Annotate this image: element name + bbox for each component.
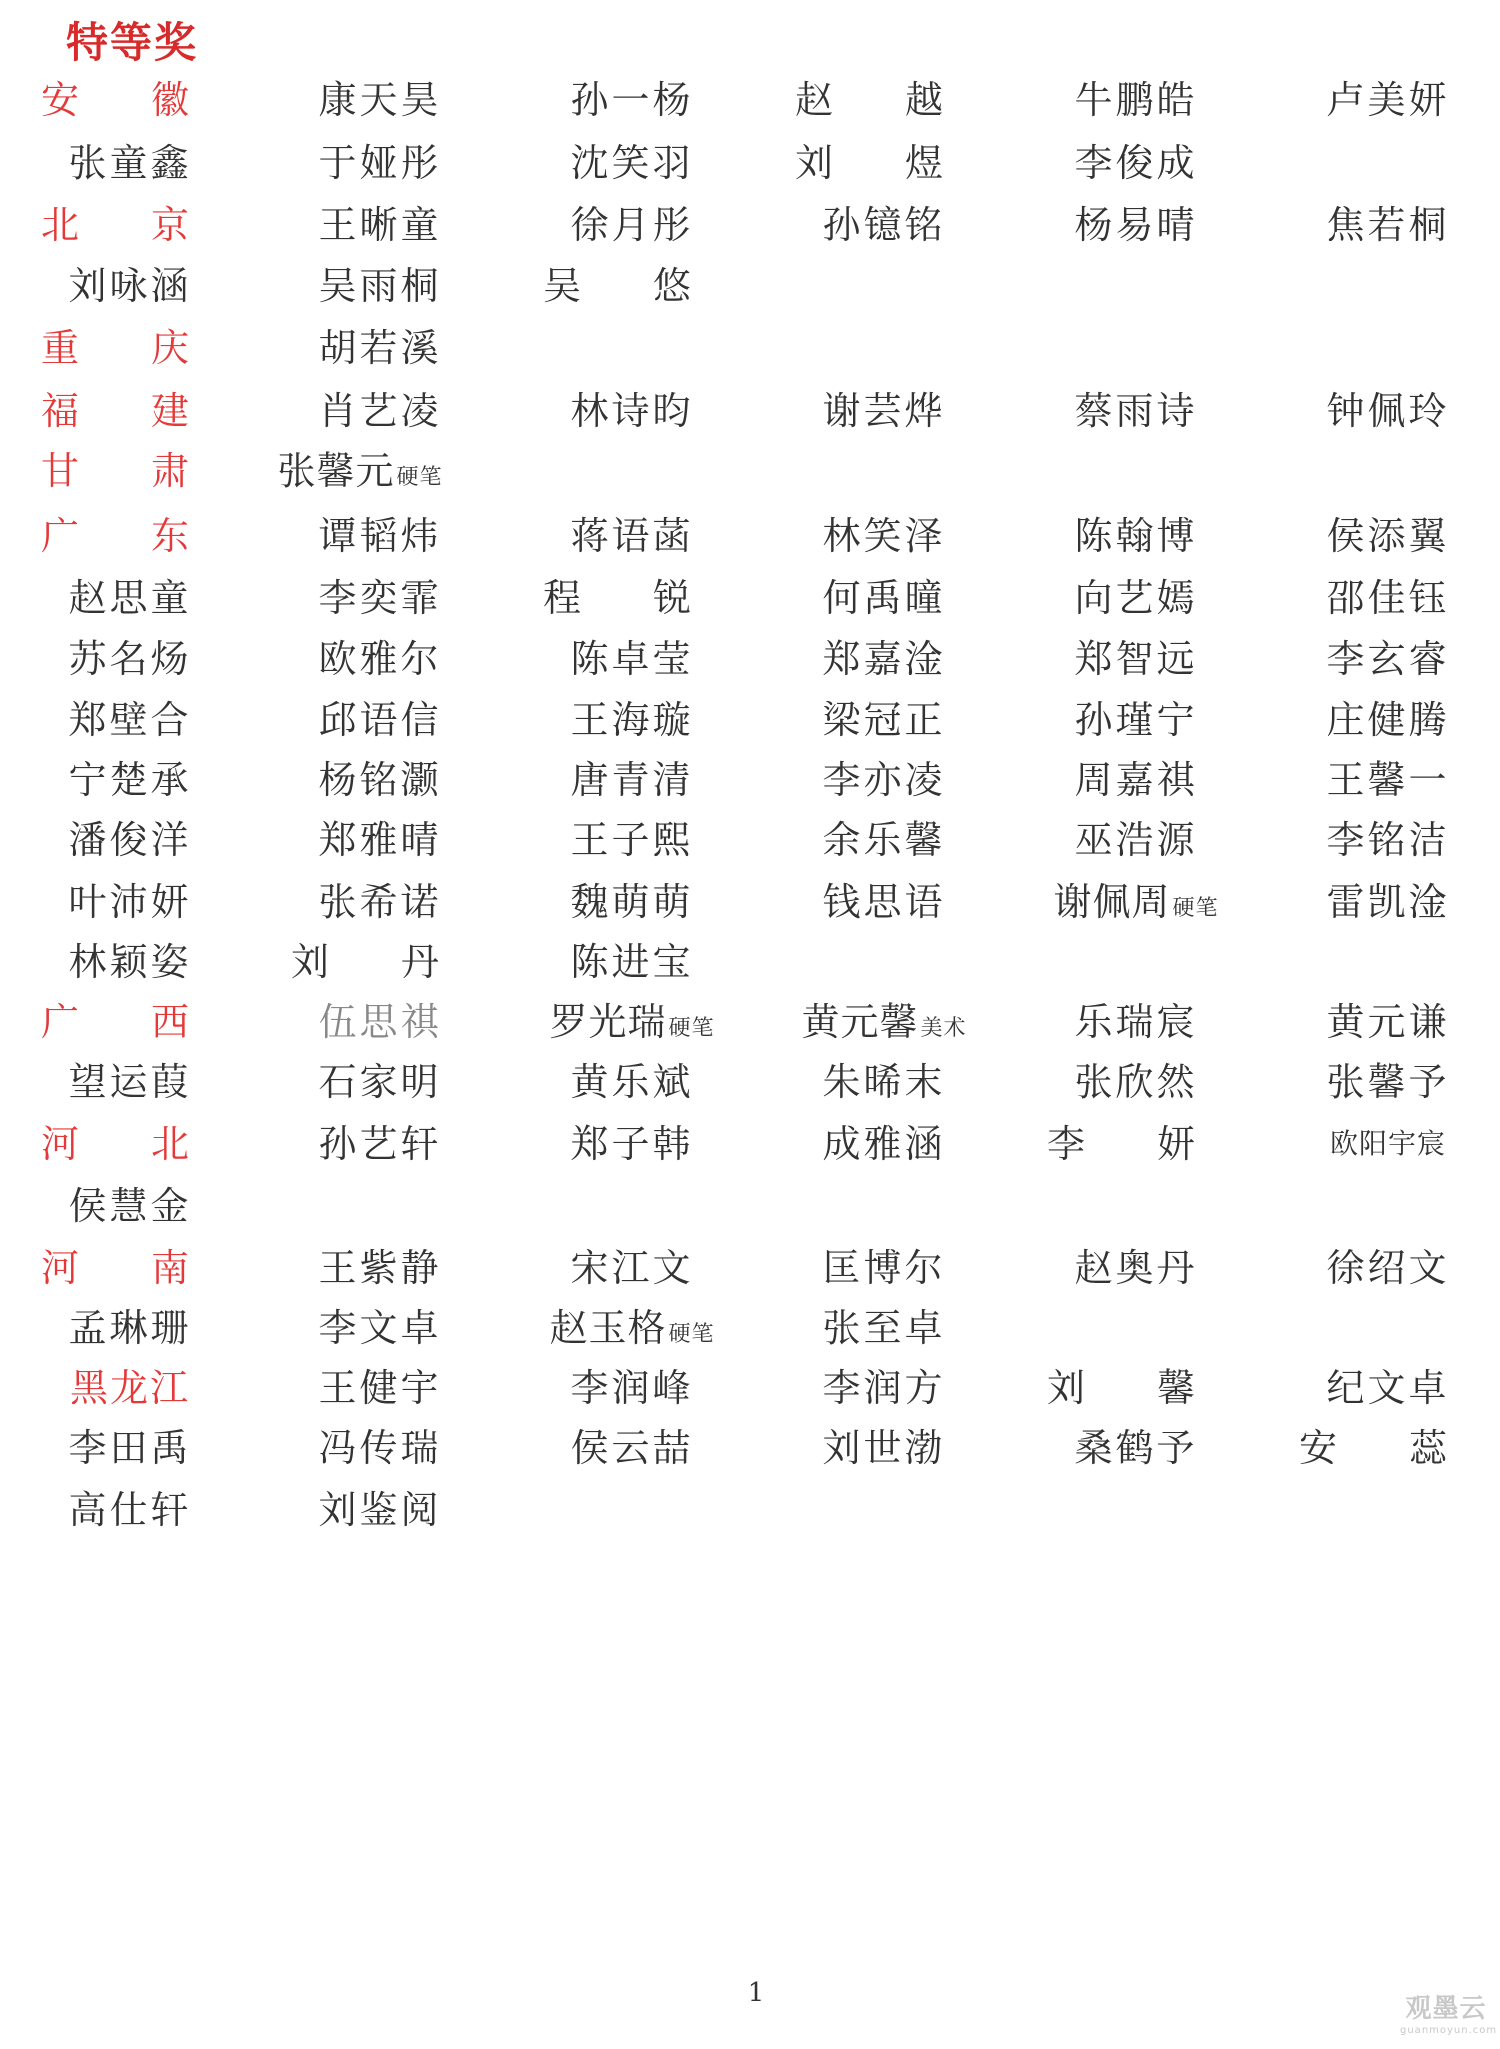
name-row [0, 441, 1500, 511]
student-name [10, 1418, 250, 1478]
student-name [10, 750, 250, 810]
student-name-text: 李奕霏 [318, 576, 442, 620]
student-name-text: 钟佩玲 [1326, 389, 1450, 433]
category-tag: 硬笔 [668, 1322, 715, 1347]
category-tag: 硬笔 [1172, 896, 1219, 921]
student-name [1016, 629, 1256, 689]
student-name [260, 1418, 500, 1478]
student-name [1016, 992, 1256, 1052]
student-name-text: 梁冠正 [822, 698, 946, 742]
student-name-text: 康天昊 [318, 78, 442, 122]
student-name-text: 宁楚承 [68, 758, 192, 802]
student-name-text: 李玄睿 [1326, 637, 1450, 681]
student-name [260, 629, 500, 689]
student-name-text: 巫浩源 [1074, 818, 1198, 862]
name-row [0, 195, 1500, 265]
student-name-text: 林笑泽 [822, 514, 946, 558]
student-name [260, 750, 500, 810]
student-name [1268, 690, 1500, 750]
student-name-text: 刘世渤 [822, 1426, 946, 1470]
name-row [0, 1418, 1500, 1488]
student-name [512, 1418, 752, 1478]
student-name-text: 徐绍文 [1326, 1246, 1450, 1290]
student-name-text: 伍思祺 [318, 1000, 442, 1044]
category-tag: 硬笔 [668, 1016, 715, 1041]
student-name-text: 李 妍 [1046, 1122, 1226, 1166]
student-name-text: 刘咏涵 [68, 264, 192, 308]
student-name-text: 王子熙 [570, 818, 694, 862]
province-label [10, 441, 250, 501]
student-name-text: 陈进宝 [570, 940, 694, 984]
student-name-text: 侯添翼 [1326, 514, 1450, 558]
province-text: 广 西 [40, 1000, 220, 1044]
name-row [0, 1052, 1500, 1122]
student-name [260, 256, 500, 316]
student-name-text: 张欣然 [1074, 1060, 1198, 1104]
province-label [10, 381, 250, 441]
student-name-text: 陈卓莹 [570, 637, 694, 681]
student-name [1268, 1052, 1500, 1112]
student-name-text: 李田禹 [68, 1426, 192, 1470]
student-name-text: 黄元谦 [1326, 1000, 1450, 1044]
student-name [1268, 381, 1500, 441]
student-name-text: 林颖姿 [68, 940, 192, 984]
province-label [10, 1238, 250, 1298]
student-name [1268, 506, 1500, 566]
student-name [10, 872, 250, 932]
student-name-text: 邵佳钰 [1326, 576, 1450, 620]
province-label [10, 1114, 250, 1174]
student-name [1268, 568, 1500, 628]
province-label [10, 1358, 250, 1418]
student-name-text: 赵奥丹 [1074, 1246, 1198, 1290]
student-name-text: 成雅涵 [822, 1122, 946, 1166]
student-name-text: 程 锐 [542, 576, 722, 620]
student-name [1268, 195, 1500, 255]
student-name [260, 133, 500, 193]
province-label [10, 318, 250, 378]
student-name-text: 宋江文 [570, 1246, 694, 1290]
student-name-text: 望运葭 [68, 1060, 192, 1104]
student-name-text: 郑壁合 [68, 698, 192, 742]
student-name-text: 焦若桐 [1326, 203, 1450, 247]
student-name [1268, 750, 1500, 810]
student-name-text: 庄健腾 [1326, 698, 1450, 742]
student-name [260, 872, 500, 932]
student-name-text: 王馨一 [1326, 758, 1450, 802]
student-name [10, 1052, 250, 1112]
student-name [1268, 872, 1500, 932]
watermark [1400, 1994, 1498, 2042]
province-text: 安 徽 [40, 78, 220, 122]
student-name [10, 629, 250, 689]
student-name-text: 孙一杨 [570, 78, 694, 122]
student-name-text: 匡博尔 [822, 1246, 946, 1290]
student-name-text: 孟琳珊 [68, 1306, 192, 1350]
name-row [0, 70, 1500, 140]
student-name [512, 133, 752, 193]
student-name [260, 506, 500, 566]
student-name [512, 195, 752, 255]
student-name-text: 李文卓 [318, 1306, 442, 1350]
student-name-text: 唐青清 [570, 758, 694, 802]
student-name-text: 侯云喆 [570, 1426, 694, 1470]
student-name-text: 钱思语 [822, 880, 946, 924]
student-name [260, 318, 500, 378]
student-name [1016, 690, 1256, 750]
student-name-text: 刘鉴阅 [318, 1488, 442, 1532]
student-name [260, 810, 500, 870]
student-name [512, 629, 752, 689]
name-row [0, 318, 1500, 388]
student-name-text: 周嘉祺 [1074, 758, 1198, 802]
student-name-text: 张希诺 [318, 880, 442, 924]
student-name [1016, 568, 1256, 628]
student-name-text: 李俊成 [1074, 141, 1198, 185]
student-name-text: 刘 丹 [290, 940, 470, 984]
student-name-text: 安 蕊 [1298, 1426, 1478, 1470]
watermark-subtext: guanmoyun.com [1400, 2025, 1498, 2036]
student-name-text: 张童鑫 [68, 141, 192, 185]
name-row [0, 568, 1500, 638]
student-name [1016, 506, 1256, 566]
name-row [0, 1176, 1500, 1246]
student-name-text: 王紫静 [318, 1246, 442, 1290]
student-name [1268, 1238, 1500, 1298]
province-text: 福 建 [40, 389, 220, 433]
student-name-text: 张馨元 [277, 449, 395, 493]
student-name [10, 1298, 250, 1358]
award-heading: 特等奖 [66, 18, 199, 67]
student-name-text: 郑子韩 [570, 1122, 694, 1166]
student-name [260, 1238, 500, 1298]
student-name-text: 黄乐斌 [570, 1060, 694, 1104]
name-row [0, 629, 1500, 699]
student-name [764, 133, 1004, 193]
student-name-text: 潘俊洋 [68, 818, 192, 862]
student-name-text: 李铭洁 [1326, 818, 1450, 862]
student-name [1016, 750, 1256, 810]
page-number: 1 [747, 1978, 765, 2008]
student-name [1268, 629, 1500, 689]
student-name [260, 568, 500, 628]
student-name-text: 徐月彤 [570, 203, 694, 247]
student-name-text: 孙艺轩 [318, 1122, 442, 1166]
student-name [764, 70, 1004, 130]
student-name [764, 1418, 1004, 1478]
student-name [1016, 872, 1256, 939]
student-name-text: 郑智远 [1074, 637, 1198, 681]
student-name [512, 1298, 752, 1365]
student-name-text: 李润峰 [570, 1366, 694, 1410]
student-name-text: 王晰童 [318, 203, 442, 247]
student-name-text: 赵 越 [794, 78, 974, 122]
student-name [260, 1358, 500, 1418]
name-row [0, 810, 1500, 880]
student-name [764, 1052, 1004, 1112]
student-name [1016, 195, 1256, 255]
student-name-text: 卢美妍 [1326, 78, 1450, 122]
student-name [260, 992, 500, 1052]
student-name [512, 810, 752, 870]
student-name [260, 690, 500, 750]
province-label [10, 992, 250, 1052]
student-name-text: 石家明 [318, 1060, 442, 1104]
student-name-text: 刘 馨 [1046, 1366, 1226, 1410]
name-row [0, 256, 1500, 326]
student-name [10, 810, 250, 870]
student-name [512, 992, 752, 1059]
student-name-text: 王健宇 [318, 1366, 442, 1410]
student-name-text: 吴雨桐 [318, 264, 442, 308]
student-name [10, 932, 250, 992]
name-row [0, 1480, 1500, 1550]
student-name-text: 谭韬炜 [318, 514, 442, 558]
province-text: 北 京 [40, 203, 220, 247]
student-name-text: 侯慧金 [68, 1184, 192, 1228]
student-name-text: 张至卓 [822, 1306, 946, 1350]
student-name [764, 506, 1004, 566]
student-name-text: 王海璇 [570, 698, 694, 742]
student-name [240, 441, 480, 508]
student-name [764, 992, 1004, 1059]
student-name [512, 872, 752, 932]
student-name-text: 罗光瑞 [549, 1000, 667, 1044]
province-label [10, 506, 250, 566]
student-name [10, 1480, 250, 1540]
student-name [512, 1114, 752, 1174]
student-name-text: 张馨予 [1326, 1060, 1450, 1104]
student-name [764, 381, 1004, 441]
student-name [1016, 70, 1256, 130]
student-name [764, 750, 1004, 810]
student-name-text: 欧阳宇宸 [1329, 1127, 1446, 1160]
student-name [764, 629, 1004, 689]
student-name [1016, 1418, 1256, 1478]
student-name-text: 李亦凌 [822, 758, 946, 802]
student-name [764, 568, 1004, 628]
student-name-text: 郑雅晴 [318, 818, 442, 862]
category-tag: 硬笔 [396, 465, 443, 490]
name-row [0, 1114, 1500, 1184]
student-name-text: 何禹曈 [822, 576, 946, 620]
student-name [512, 750, 752, 810]
student-name [512, 506, 752, 566]
student-name [260, 1114, 500, 1174]
student-name-text: 于娅彤 [318, 141, 442, 185]
student-name-text: 刘 煜 [794, 141, 974, 185]
student-name-text: 蒋语菡 [570, 514, 694, 558]
student-name [10, 133, 250, 193]
student-name [1268, 1358, 1500, 1418]
student-name [512, 1358, 752, 1418]
student-name-text: 魏萌萌 [570, 880, 694, 924]
student-name-text: 林诗昀 [570, 389, 694, 433]
student-name [1016, 133, 1256, 193]
student-name-text: 冯传瑞 [318, 1426, 442, 1470]
student-name-text: 赵思童 [68, 576, 192, 620]
student-name [512, 70, 752, 130]
student-name [1016, 1052, 1256, 1112]
student-name-text: 叶沛妍 [68, 880, 192, 924]
student-name [764, 810, 1004, 870]
name-row [0, 133, 1500, 203]
province-label [10, 70, 250, 130]
student-name-text: 乐瑞宸 [1074, 1000, 1198, 1044]
student-name [260, 195, 500, 255]
student-name [10, 256, 250, 316]
student-name-text: 吴 悠 [542, 264, 722, 308]
student-name [764, 872, 1004, 932]
student-name [512, 1238, 752, 1298]
student-name [512, 568, 752, 628]
student-name [1268, 810, 1500, 870]
student-name-text: 纪文卓 [1326, 1366, 1450, 1410]
watermark-text: 观墨云 [1405, 1994, 1487, 2024]
student-name-text: 桑鹤予 [1074, 1426, 1198, 1470]
student-name [10, 568, 250, 628]
student-name-text: 谢佩周 [1053, 880, 1171, 924]
student-name-text: 沈笑羽 [570, 141, 694, 185]
province-label [10, 195, 250, 255]
student-name [10, 1176, 250, 1236]
student-name-text: 雷凯淦 [1326, 880, 1450, 924]
student-name [260, 1480, 500, 1540]
student-name-text: 向艺嫣 [1074, 576, 1198, 620]
student-name-text: 胡若溪 [318, 326, 442, 370]
student-name [512, 932, 752, 992]
student-name-text: 谢芸烨 [822, 389, 946, 433]
student-name [1268, 1114, 1500, 1174]
student-name-text: 蔡雨诗 [1074, 389, 1198, 433]
student-name-text: 朱晞末 [822, 1060, 946, 1104]
province-text: 黑龙江 [69, 1366, 190, 1410]
student-name-text: 孙镱铭 [822, 203, 946, 247]
province-text: 河 南 [40, 1246, 220, 1290]
student-name [1016, 381, 1256, 441]
student-name [1268, 70, 1500, 130]
province-text: 河 北 [40, 1122, 220, 1166]
student-name [1268, 992, 1500, 1052]
student-name-text: 赵玉格 [549, 1306, 667, 1350]
student-name [1016, 810, 1256, 870]
student-name [1268, 1418, 1500, 1478]
student-name-text: 陈翰博 [1074, 514, 1198, 558]
student-name [764, 690, 1004, 750]
student-name-text: 杨易晴 [1074, 203, 1198, 247]
student-name-text: 肖艺凌 [318, 389, 442, 433]
student-name [512, 256, 752, 316]
student-name-text: 邱语信 [318, 698, 442, 742]
student-name [512, 1052, 752, 1112]
student-name [512, 690, 752, 750]
student-name [260, 932, 500, 992]
category-tag: 美术 [920, 1016, 967, 1041]
student-name-text: 杨铭灏 [318, 758, 442, 802]
student-name-text: 欧雅尔 [318, 637, 442, 681]
student-name [1016, 1238, 1256, 1298]
province-text: 广 东 [40, 514, 220, 558]
student-name-text: 郑嘉淦 [822, 637, 946, 681]
student-name [1016, 1114, 1256, 1174]
name-row [0, 506, 1500, 576]
student-name [764, 1114, 1004, 1174]
student-name-text: 牛鹏皓 [1074, 78, 1198, 122]
province-text: 重 庆 [40, 326, 220, 370]
student-name [764, 1238, 1004, 1298]
student-name-text: 孙瑾宁 [1074, 698, 1198, 742]
student-name [1016, 1358, 1256, 1418]
student-name-text: 李润方 [822, 1366, 946, 1410]
student-name [260, 1052, 500, 1112]
student-name-text: 高仕轩 [68, 1488, 192, 1532]
student-name-text: 余乐馨 [822, 818, 946, 862]
student-name [764, 1358, 1004, 1418]
student-name [10, 690, 250, 750]
student-name-text: 黄元馨 [801, 1000, 919, 1044]
student-name [260, 70, 500, 130]
student-name [512, 381, 752, 441]
student-name-text: 苏名炀 [68, 637, 192, 681]
student-name [764, 1298, 1004, 1358]
province-text: 甘 肃 [40, 449, 220, 493]
student-name [260, 1298, 500, 1358]
student-name [260, 381, 500, 441]
student-name [764, 195, 1004, 255]
